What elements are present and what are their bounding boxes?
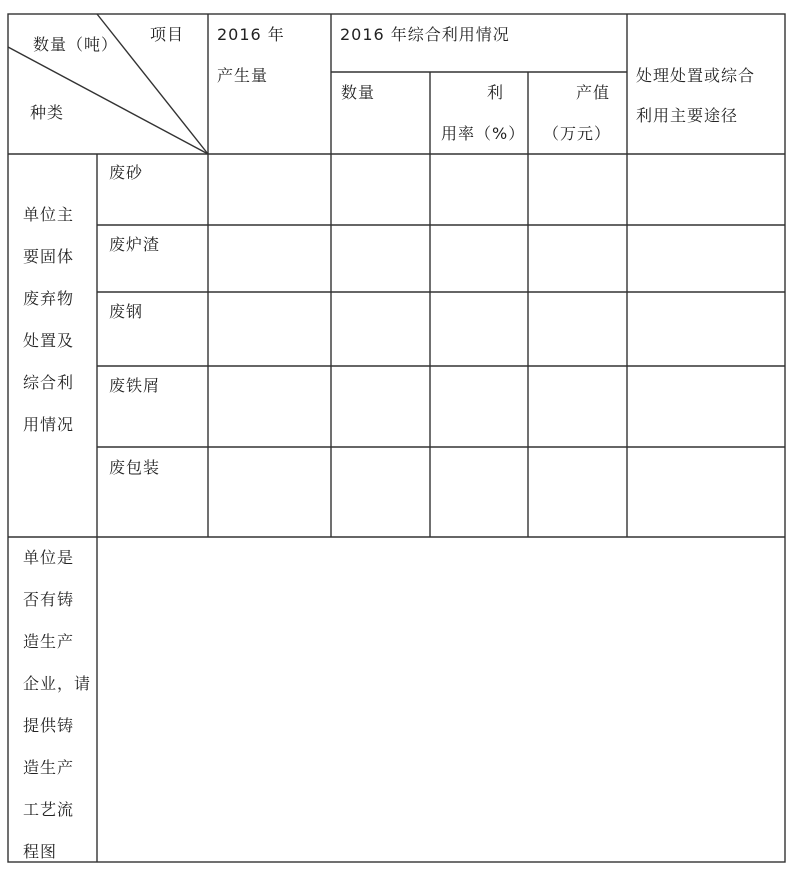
cell-slag-util-rate[interactable] bbox=[431, 226, 527, 291]
cell-sand-production[interactable] bbox=[209, 155, 330, 224]
waste-row-slag: 废炉渣 bbox=[109, 235, 161, 254]
section2-label-line: 企业，请 bbox=[23, 674, 92, 693]
process-flow-chart-area[interactable] bbox=[98, 538, 784, 861]
cell-steel-util-rate[interactable] bbox=[431, 293, 527, 365]
cell-packaging-util-value[interactable] bbox=[529, 448, 626, 536]
waste-row-sand: 废砂 bbox=[109, 163, 144, 182]
cell-iron-chips-route[interactable] bbox=[628, 367, 784, 446]
section2-label-line: 程图 bbox=[23, 842, 58, 861]
header-utilization-group: 2016 年综合利用情况 bbox=[340, 25, 510, 44]
waste-row-iron-chips: 废铁屑 bbox=[109, 376, 161, 395]
cell-slag-production[interactable] bbox=[209, 226, 330, 291]
header-util-rate-2: 用率（%） bbox=[441, 124, 526, 143]
section2-label-line: 造生产 bbox=[23, 632, 75, 651]
section2-label-line: 否有铸 bbox=[23, 590, 75, 609]
cell-steel-production[interactable] bbox=[209, 293, 330, 365]
cell-slag-util-quantity[interactable] bbox=[332, 226, 429, 291]
section2-label-line: 提供铸 bbox=[23, 716, 75, 735]
header-util-value-1: 产值 bbox=[576, 83, 611, 102]
cell-packaging-route[interactable] bbox=[628, 448, 784, 536]
section2-label bbox=[23, 548, 91, 884]
cell-steel-util-quantity[interactable] bbox=[332, 293, 429, 365]
waste-row-packaging: 废包装 bbox=[109, 458, 161, 477]
header-quantity-unit: 数量（吨） bbox=[33, 35, 119, 54]
cell-slag-route[interactable] bbox=[628, 226, 784, 291]
section1-label-line: 要固体 bbox=[23, 247, 75, 266]
header-2016-production: 产生量 bbox=[217, 66, 269, 85]
header-route-1: 处理处置或综合 bbox=[636, 66, 756, 85]
cell-steel-util-value[interactable] bbox=[529, 293, 626, 365]
section1-label-line: 综合利 bbox=[23, 373, 75, 392]
header-util-rate-1: 利 bbox=[487, 83, 505, 102]
section1-label-line: 单位主 bbox=[23, 205, 75, 224]
cell-iron-chips-production[interactable] bbox=[209, 367, 330, 446]
header-item: 项目 bbox=[150, 25, 185, 44]
waste-row-steel: 废钢 bbox=[109, 302, 144, 321]
header-util-value-2: （万元） bbox=[543, 124, 612, 143]
header-route-2: 利用主要途径 bbox=[636, 106, 739, 125]
header-2016-year: 2016 年 bbox=[217, 25, 285, 44]
cell-packaging-production[interactable] bbox=[209, 448, 330, 536]
section1-label bbox=[23, 205, 74, 457]
diagonal-line-lower bbox=[8, 47, 208, 154]
cell-steel-route[interactable] bbox=[628, 293, 784, 365]
section1-label-line: 处置及 bbox=[23, 331, 75, 350]
header-category: 种类 bbox=[30, 103, 65, 122]
header-util-quantity: 数量 bbox=[341, 83, 376, 102]
section2-label-line: 造生产 bbox=[23, 758, 75, 777]
cell-slag-util-value[interactable] bbox=[529, 226, 626, 291]
cell-packaging-util-quantity[interactable] bbox=[332, 448, 429, 536]
cell-sand-util-value[interactable] bbox=[529, 155, 626, 224]
section1-label-line: 废弃物 bbox=[23, 289, 75, 308]
section2-label-line: 工艺流 bbox=[23, 800, 75, 819]
cell-sand-util-rate[interactable] bbox=[431, 155, 527, 224]
cell-iron-chips-util-value[interactable] bbox=[529, 367, 626, 446]
cell-packaging-util-rate[interactable] bbox=[431, 448, 527, 536]
cell-iron-chips-util-quantity[interactable] bbox=[332, 367, 429, 446]
cell-sand-util-quantity[interactable] bbox=[332, 155, 429, 224]
cell-sand-route[interactable] bbox=[628, 155, 784, 224]
section1-label-line: 用情况 bbox=[23, 415, 75, 434]
cell-iron-chips-util-rate[interactable] bbox=[431, 367, 527, 446]
section2-label-line: 单位是 bbox=[23, 548, 75, 567]
